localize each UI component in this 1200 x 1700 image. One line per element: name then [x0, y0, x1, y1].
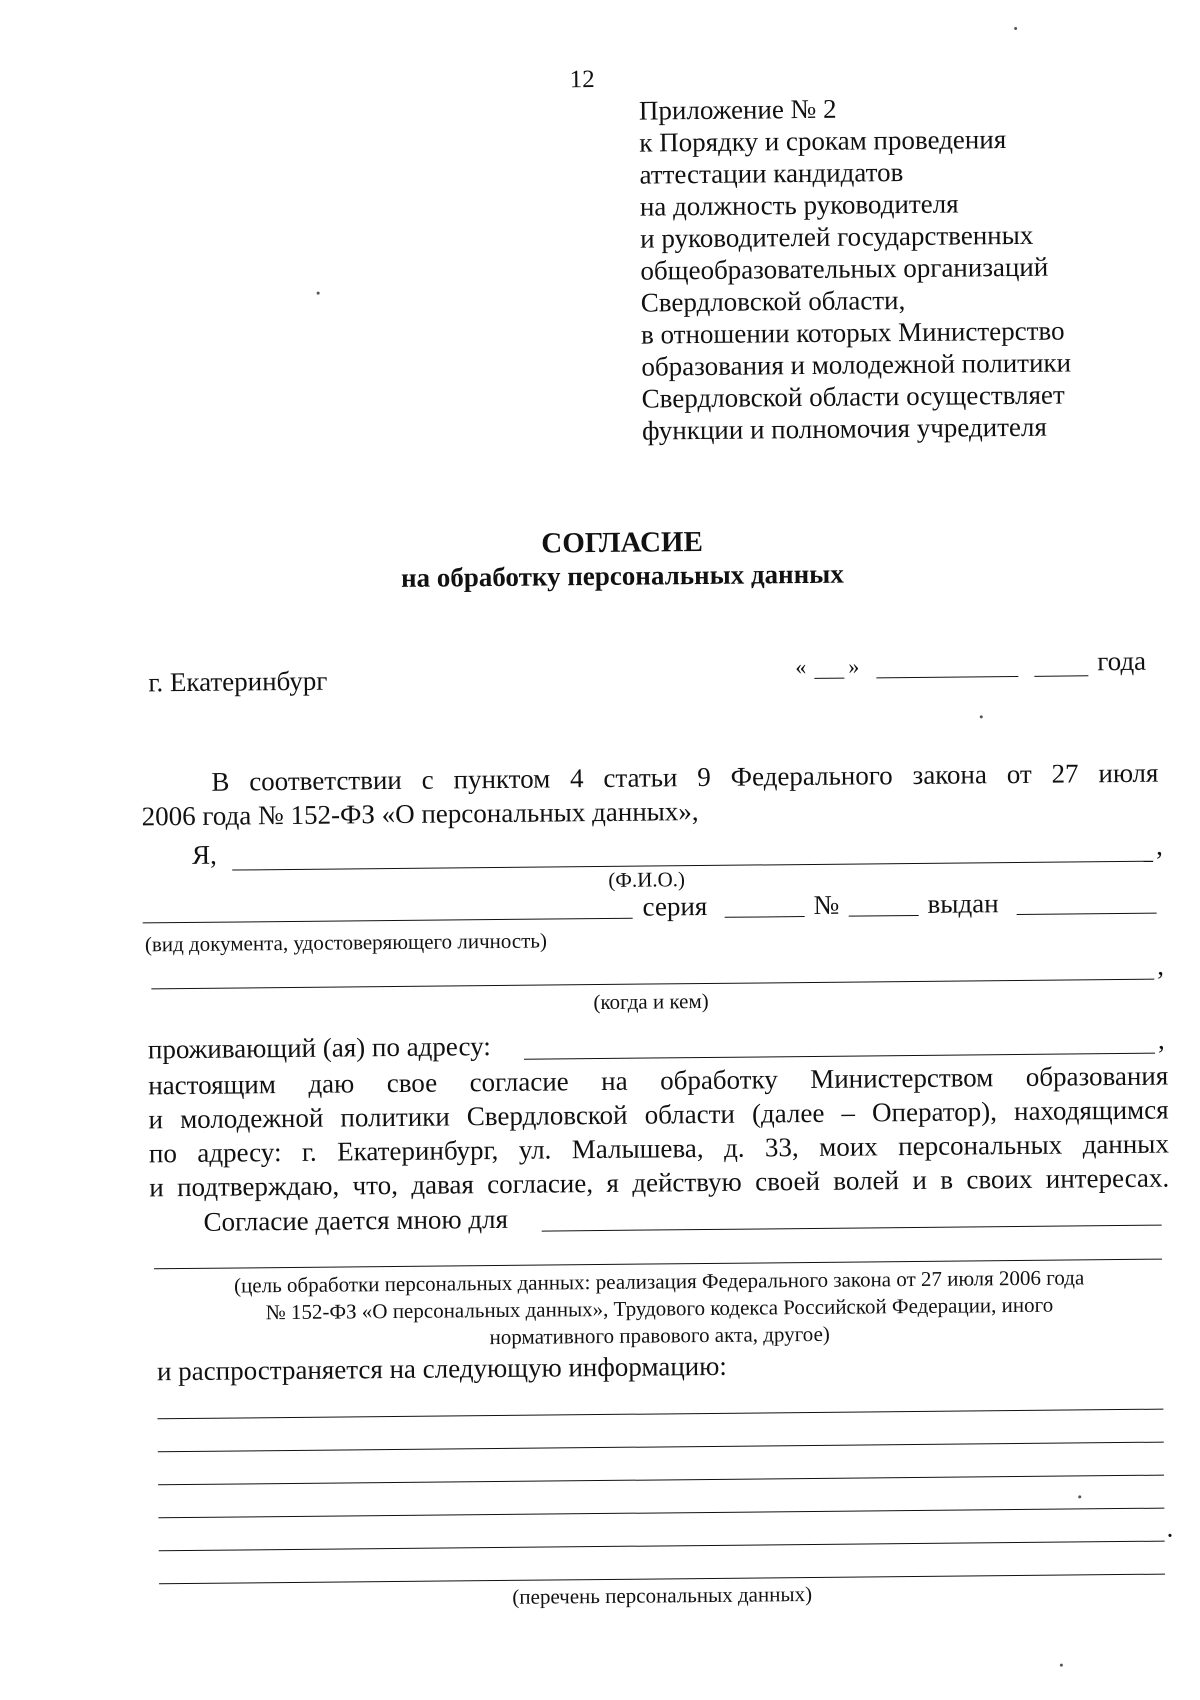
fio-line[interactable]: [232, 861, 1153, 871]
purpose-label: Согласие дается мною для: [203, 1203, 509, 1237]
info-line-2[interactable]: [158, 1442, 1164, 1453]
consent-line-1: настоящим даю свое согласие на обработку Министерством образования: [148, 1060, 1169, 1101]
address-suffix: ,: [1157, 1024, 1165, 1055]
issued-label: выдан: [927, 888, 999, 919]
intro-line-1: В соответствии с пунктом 4 статьи 9 Федерального закона от 27 июля: [211, 757, 1159, 797]
issued-by-line[interactable]: [151, 979, 1154, 990]
address-label: проживающий (ая) по адресу:: [147, 1031, 491, 1065]
appendix-line: и руководителей государственных: [640, 219, 1034, 254]
document-title: СОГЛАСИЕ: [541, 525, 703, 560]
fio-suffix: ,: [1155, 830, 1163, 861]
purpose-line-1[interactable]: [542, 1225, 1162, 1232]
number-label: №: [813, 889, 840, 920]
doc-type-caption: (вид документа, удостоверяющего личность): [144, 928, 548, 957]
appendix-line: на должность руководителя: [639, 188, 959, 222]
appendix-line: аттестации кандидатов: [639, 157, 904, 190]
info-line-1[interactable]: [157, 1409, 1163, 1420]
appendix-line: Свердловской области осуществляет: [641, 379, 1065, 414]
appendix-line: к Порядку и срокам проведения: [639, 124, 1007, 158]
fio-prefix: Я,: [191, 839, 217, 870]
issued-by-suffix: ,: [1157, 950, 1165, 981]
scan-speck: [980, 715, 983, 718]
series-line[interactable]: [725, 916, 805, 918]
purpose-caption-2: № 152-ФЗ «О персональных данных», Трудового кодекса Российской Федерации, иного: [265, 1292, 1054, 1325]
purpose-caption-3: нормативного правового акта, другое): [489, 1321, 830, 1350]
info-line-3[interactable]: [158, 1475, 1164, 1486]
consent-line-2: и молодежной политики Свердловской области (далее – Оператор), находящимся: [148, 1094, 1169, 1135]
date-month-line[interactable]: [876, 676, 1018, 678]
date-open-quote: «: [795, 654, 807, 680]
info-line-5[interactable]: [159, 1541, 1165, 1552]
issued-line[interactable]: [1017, 913, 1157, 915]
fio-caption: (Ф.И.О.): [608, 867, 686, 892]
purpose-caption-1: (цель обработки персональных данных: реализация Федерального закона от 27 июля 2006 года: [233, 1265, 1085, 1298]
appendix-line: Приложение № 2: [638, 93, 837, 126]
info-caption: (перечень персональных данных): [512, 1581, 813, 1609]
date-year-word: года: [1097, 645, 1147, 677]
issued-by-caption: (когда и кем): [593, 988, 709, 1015]
scan-speck: [1078, 1495, 1081, 1498]
address-line[interactable]: [524, 1053, 1155, 1060]
page-number: 12: [569, 66, 595, 94]
doc-type-line[interactable]: [143, 918, 633, 924]
scan-speck: [1014, 27, 1017, 30]
date-year-line[interactable]: [1034, 675, 1088, 677]
appendix-line: функции и полномочия учредителя: [641, 411, 1047, 446]
consent-line-3: по адресу: г. Екатеринбург, ул. Малышева, д. 33, моих персональных данных: [148, 1128, 1170, 1169]
appendix-line: Свердловской области,: [640, 285, 906, 318]
scan-speck: [1060, 1664, 1063, 1667]
info-label: и распространяется на следующую информацию:: [156, 1350, 727, 1387]
intro-line-2: 2006 года № 152-ФЗ «О персональных данных»,: [141, 796, 699, 832]
consent-line-4: и подтверждаю, что, давая согласие, я действую своей волей и в своих интересах.: [149, 1162, 1170, 1203]
info-line-4[interactable]: [158, 1508, 1164, 1519]
date-close-quote: »: [848, 653, 860, 679]
appendix-line: образования и молодежной политики: [641, 347, 1072, 382]
document-subtitle: на обработку персональных данных: [400, 558, 844, 593]
series-label: серия: [642, 890, 708, 922]
place-label: г. Екатеринбург: [148, 665, 328, 698]
appendix-line: общеобразовательных организаций: [640, 251, 1049, 286]
number-line[interactable]: [849, 915, 919, 917]
info-end-mark: .: [1166, 1512, 1174, 1543]
appendix-header: [639, 90, 1072, 446]
scan-speck: [317, 292, 320, 295]
appendix-line: в отношении которых Министерство: [640, 315, 1065, 350]
date-day-line[interactable]: [814, 678, 844, 679]
